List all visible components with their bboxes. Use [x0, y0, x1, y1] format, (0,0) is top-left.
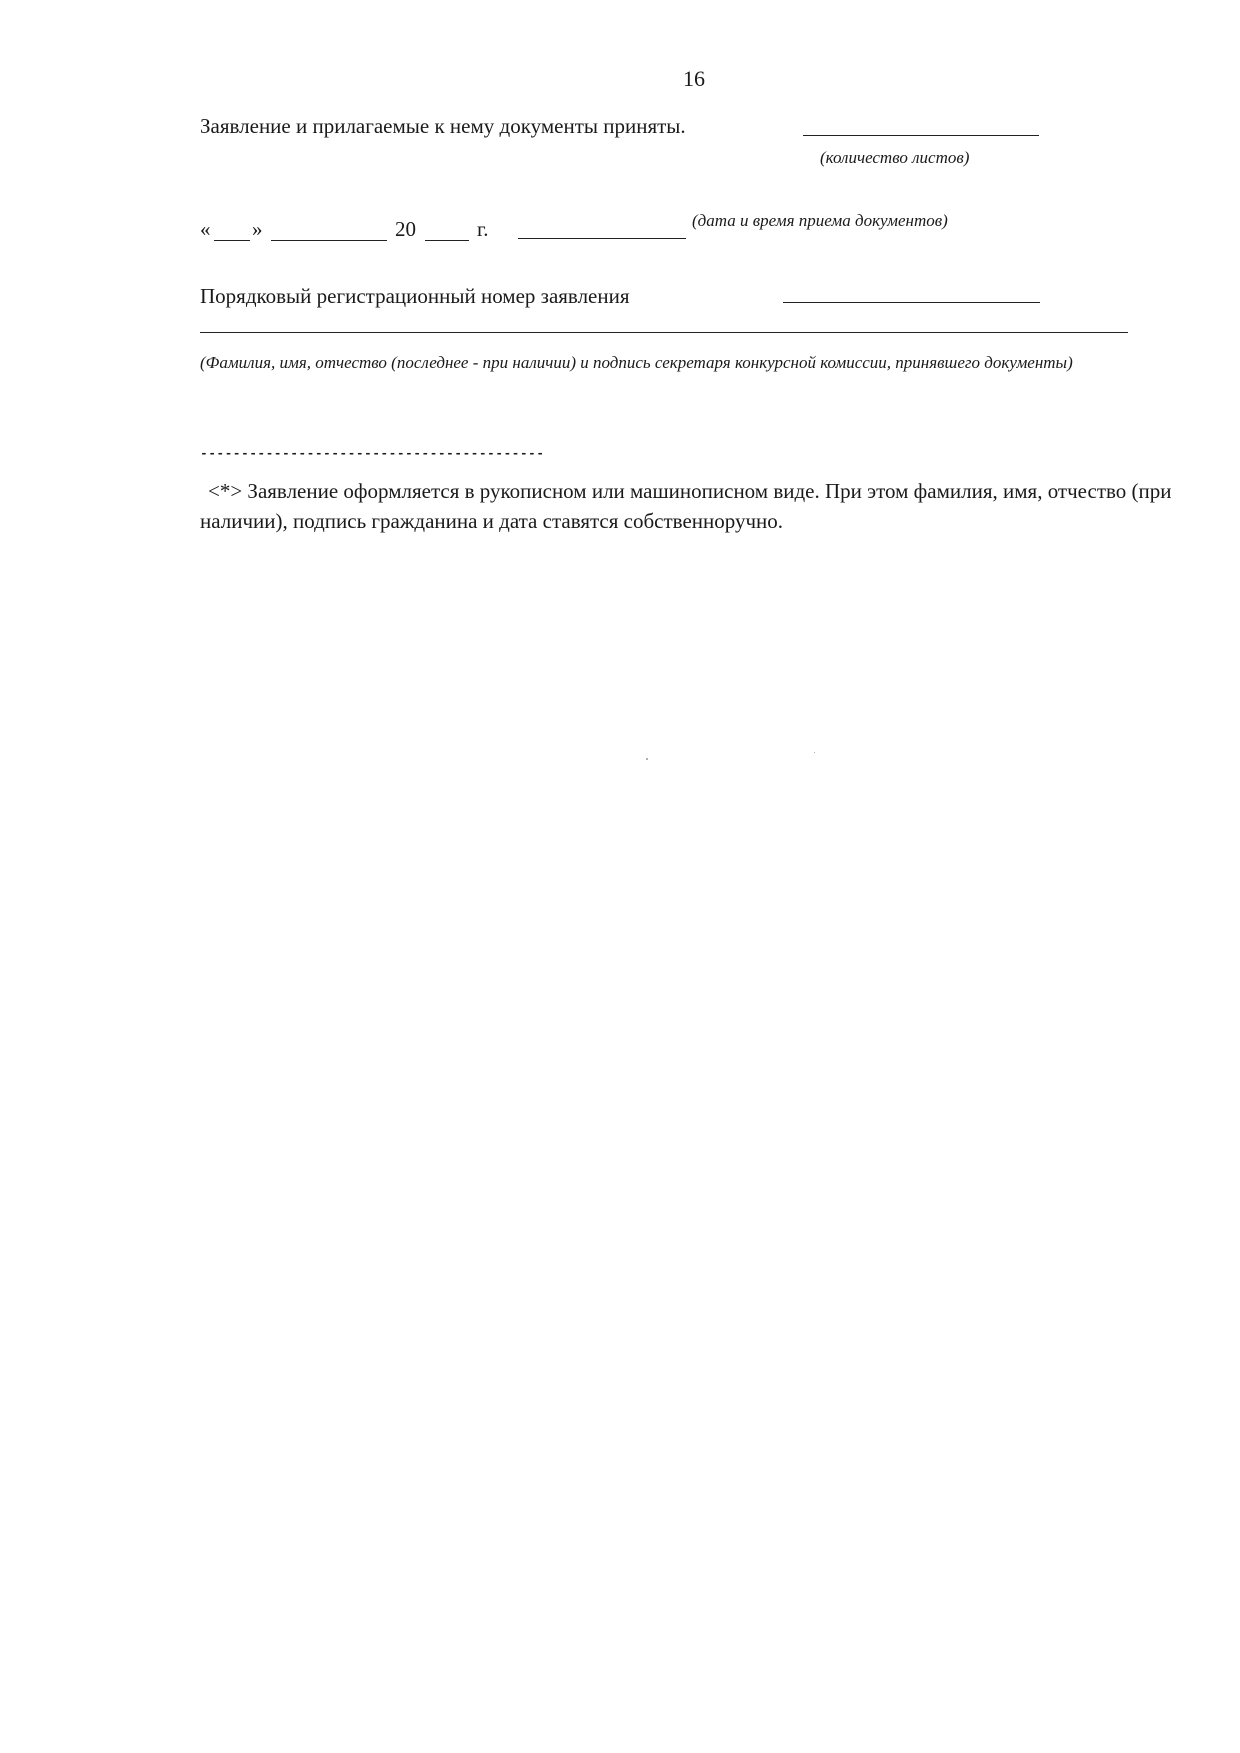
year-line — [425, 240, 469, 241]
footnote-separator: ------------------------------------------ — [200, 446, 545, 461]
documents-accepted-text: Заявление и прилагаемые к нему документы приняты. — [200, 114, 686, 138]
scan-speck — [646, 758, 648, 760]
month-line — [271, 240, 387, 241]
scan-speck — [814, 752, 815, 753]
year-prefix: 20 — [395, 217, 416, 241]
date-quote-close: » — [252, 217, 263, 241]
time-line — [518, 238, 686, 239]
year-suffix: г. — [477, 217, 489, 241]
footnote-text: <*> Заявление оформляется в рукописном или машинописном виде. При этом фамилия, имя, отчество (при наличии), подпись гражданина и дата ставятся собственноручно. — [200, 479, 1172, 533]
sheets-count-caption: (количество листов) — [820, 148, 970, 167]
secretary-signature-line — [200, 332, 1128, 333]
secretary-signature-caption: (Фамилия, имя, отчество (последнее - при наличии) и подпись секретаря конкурсной комиссии, принявшего документы) — [200, 353, 1073, 372]
sheets-count-line — [803, 135, 1039, 136]
page-number: 16 — [683, 66, 705, 91]
day-line — [214, 240, 250, 241]
registration-number-line — [783, 302, 1040, 303]
datetime-caption: (дата и время приема документов) — [692, 211, 948, 230]
date-quote-open: « — [200, 217, 211, 241]
registration-number-text: Порядковый регистрационный номер заявления — [200, 284, 630, 308]
